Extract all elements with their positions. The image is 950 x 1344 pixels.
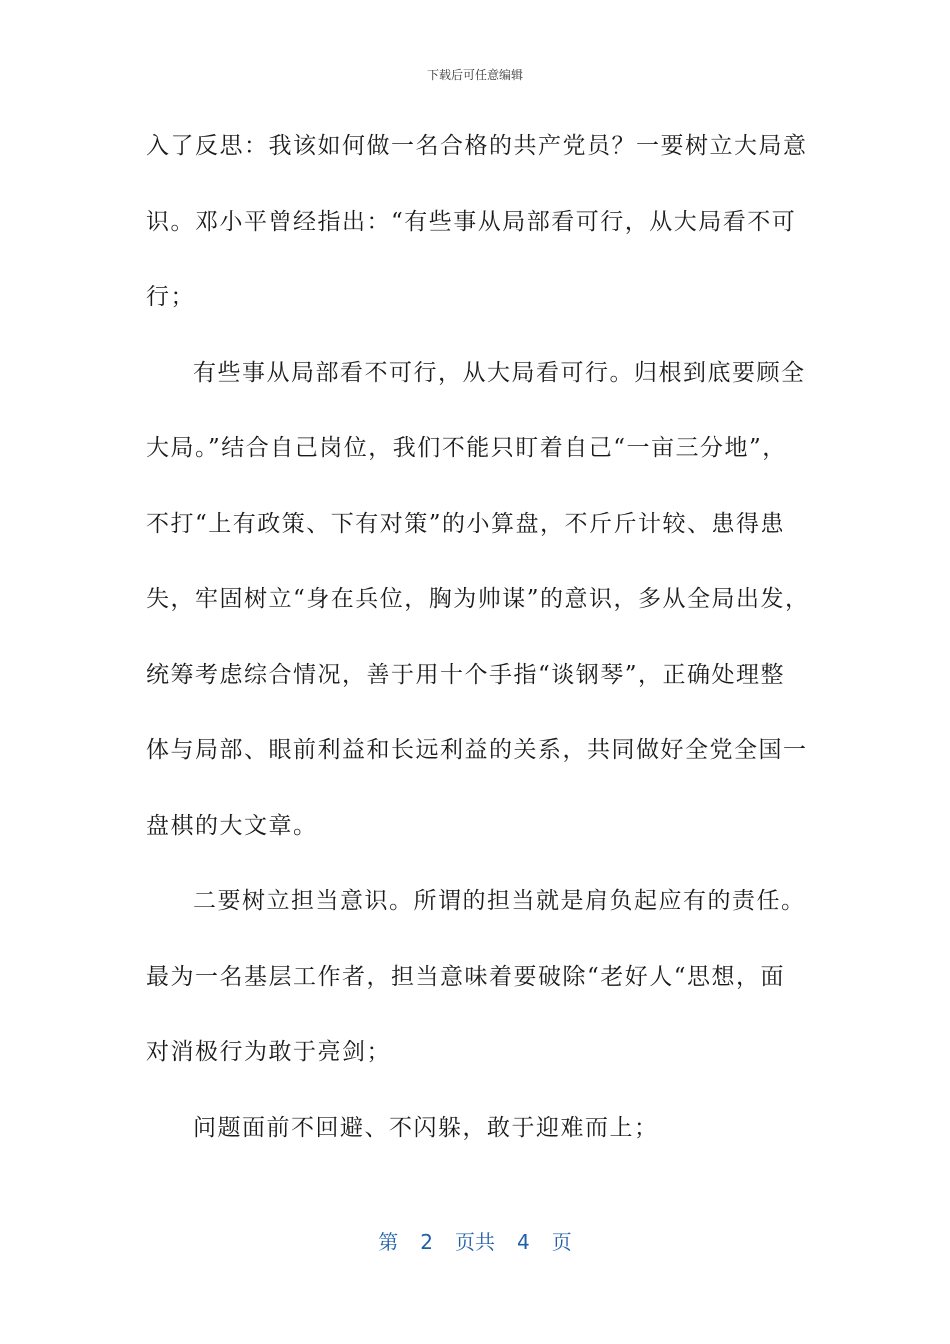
document-body (146, 126, 808, 1183)
paragraph-start-line: 有些事从局部看不可行，从大局看可行。归根到底要顾全 (193, 359, 806, 386)
text-line: 大局。”结合自己岗位，我们不能只盯着自己“一亩三分地”， (146, 435, 787, 461)
text-line: 入了反思：我该如何做一名合格的共产党员？一要树立大局意 (146, 133, 808, 159)
text-line: 不打“上有政策、下有对策”的小算盘，不斤斤计较、患得患 (146, 510, 786, 537)
paragraph-start-line: 问题面前不回避、不闪躲，敢于迎难而上； (193, 1114, 659, 1141)
footer-suffix: 页 (551, 1230, 572, 1254)
paragraph-start-line: 二要树立担当意识。所谓的担当就是肩负起应有的责任。 (193, 888, 806, 914)
page-header: 下载后可任意编辑 (426, 68, 523, 82)
footer-prefix: 第 (378, 1230, 399, 1254)
current-page-number: 2 (420, 1230, 433, 1254)
page-footer (0, 1226, 950, 1255)
text-line: 行； (146, 284, 195, 310)
text-line: 统筹考虑综合情况，善于用十个手指“谈钢琴”，正确处理整 (146, 661, 786, 688)
text-line: 最为一名基层工作者，担当意味着要破除“老好人“思想，面 (146, 963, 786, 990)
text-line: 体与局部、眼前利益和长远利益的关系，共同做好全党全国一 (146, 737, 808, 763)
text-line: 失，牢固树立“身在兵位，胸为帅谋”的意识，多从全局出发， (146, 586, 810, 612)
footer-middle: 页共 (455, 1230, 495, 1254)
text-line: 对消极行为敢于亮剑； (146, 1039, 391, 1065)
text-line: 识。邓小平曾经指出：“有些事从局部看可行，从大局看不可 (146, 208, 797, 235)
total-page-count: 4 (517, 1230, 530, 1254)
text-line: 盘棋的大文章。 (146, 812, 318, 839)
